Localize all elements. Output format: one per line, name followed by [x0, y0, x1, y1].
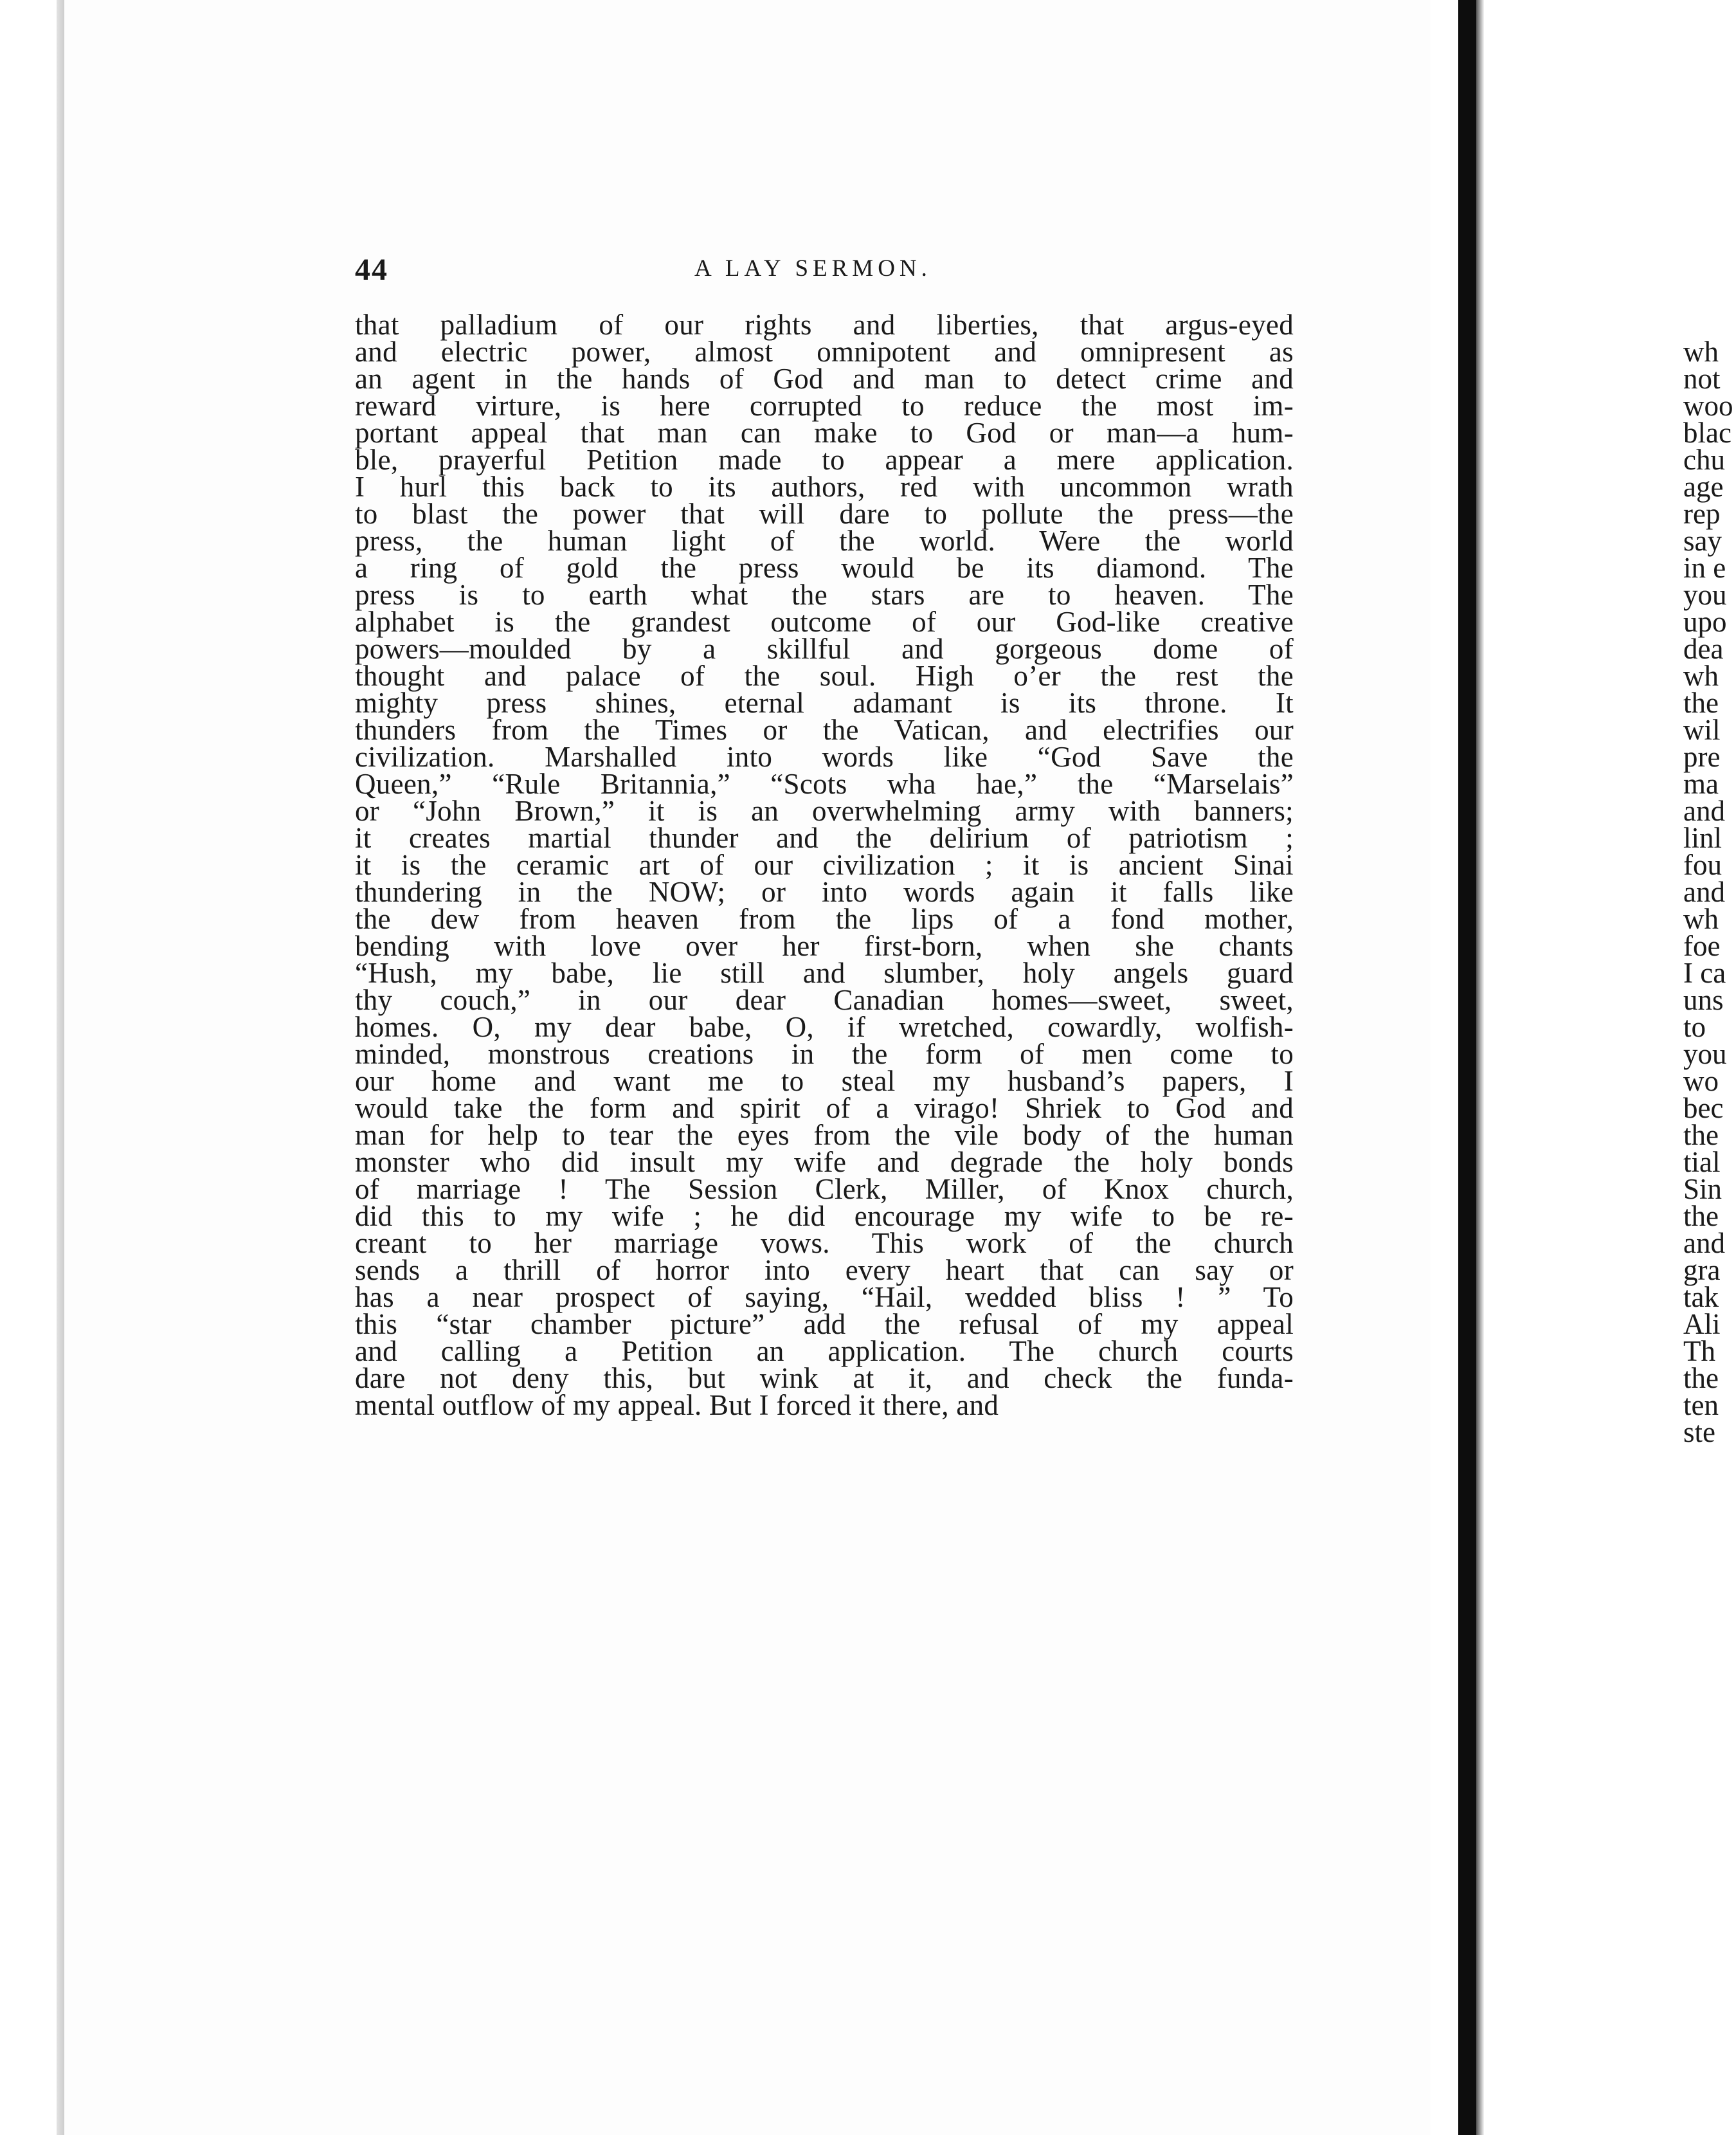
right-page-line-fragment: blac [1683, 417, 1731, 449]
right-page-line-fragment: tak [1683, 1281, 1719, 1313]
text-line: press, the human light of the world. Were the world [355, 525, 1294, 557]
right-page-line-fragment: ten [1683, 1389, 1719, 1421]
right-page-line-fragment: to [1683, 1011, 1706, 1043]
right-page-line-fragment: wh [1683, 903, 1719, 935]
text-line: this “star chamber picture” add the refusal of my appeal [355, 1308, 1294, 1340]
text-line: thought and palace of the soul. High o’er the rest the [355, 660, 1294, 692]
right-page-line-fragment: Th [1683, 1335, 1715, 1367]
text-line: it creates martial thunder and the delirium of patriotism ; [355, 822, 1294, 854]
text-line: did this to my wife ; he did encourage my wife to be re- [355, 1200, 1294, 1232]
text-line: would take the form and spirit of a virago! Shriek to God and [355, 1092, 1294, 1124]
right-page-line-fragment: rep [1683, 498, 1721, 530]
right-page-line-fragment: and [1683, 876, 1725, 908]
text-line: portant appeal that man can make to God or man—a hum- [355, 417, 1294, 449]
text-line: thunders from the Times or the Vatican, and electrifies our [355, 714, 1294, 746]
right-page-line-fragment: wh [1683, 338, 1719, 368]
right-page-line-fragment: and [1683, 1227, 1725, 1259]
right-page-line-fragment: Ali [1683, 1308, 1721, 1340]
text-line: minded, monstrous creations in the form of men come to [355, 1038, 1294, 1070]
right-page-line-fragment: fou [1683, 849, 1722, 881]
right-page-line-fragment: wil [1683, 714, 1721, 746]
text-line: alphabet is the grandest outcome of our God-like creative [355, 606, 1294, 638]
text-line: our home and want me to steal my husband’s papers, I [355, 1065, 1294, 1097]
text-line: an agent in the hands of God and man to detect crime and [355, 363, 1294, 395]
right-page-line-fragment: linl [1683, 822, 1722, 854]
right-page-line-fragment: age [1683, 471, 1724, 503]
right-page-line-fragment: you [1683, 579, 1727, 611]
right-page-line-fragment: in e [1683, 552, 1726, 584]
text-line: Queen,” “Rule Britannia,” “Scots wha hae,” the “Marselais” [355, 768, 1294, 800]
right-page-line-fragment: the [1683, 1362, 1719, 1394]
right-page-line-fragment: say [1683, 525, 1722, 557]
text-line: dare not deny this, but wink at it, and check the funda- [355, 1362, 1294, 1394]
text-line: thundering in the NOW; or into words again it falls like [355, 876, 1294, 908]
right-page-line-fragment: not [1683, 363, 1721, 395]
right-page-line-fragment: the [1683, 687, 1719, 719]
text-line: civilization. Marshalled into words like “God Save the [355, 741, 1294, 773]
text-line: mighty press shines, eternal adamant is its throne. It [355, 687, 1294, 719]
text-line: ble, prayerful Petition made to appear a mere application. [355, 444, 1294, 476]
text-line: mental outflow of my appeal. But I forced it there, and [355, 1389, 999, 1421]
right-page-line-fragment: dea [1683, 633, 1724, 665]
text-line: and electric power, almost omnipotent and omnipresent as [355, 336, 1294, 368]
right-page-line-fragment: tial [1683, 1146, 1721, 1178]
right-page-line-fragment: pre [1683, 741, 1721, 773]
text-line: sends a thrill of horror into every heart that can say or [355, 1254, 1294, 1286]
page-header [355, 252, 1294, 291]
right-page-line-fragment: ma [1683, 768, 1719, 800]
text-line: of marriage ! The Session Clerk, Miller, of Knox church, [355, 1173, 1294, 1205]
text-line: powers—moulded by a skillful and gorgeous dome of [355, 633, 1294, 665]
text-line: and calling a Petition an application. The church courts [355, 1335, 1294, 1367]
right-page-line-fragment: bec [1683, 1092, 1724, 1124]
running-title: A LAY SERMON. [694, 255, 932, 282]
right-page-line-fragment: chu [1683, 444, 1725, 476]
right-page-line-fragment: you [1683, 1038, 1727, 1070]
text-line: bending with love over her first-born, when she chants [355, 930, 1294, 962]
right-page-line-fragment: gra [1683, 1254, 1721, 1286]
right-page-line-fragment: upo [1683, 606, 1727, 638]
right-page-line-fragment: ste [1683, 1416, 1715, 1446]
right-page-line-fragment: Sin [1683, 1173, 1722, 1205]
right-page-line-fragment: foe [1683, 930, 1721, 962]
right-page-line-fragment: woo [1683, 390, 1733, 422]
text-line: press is to earth what the stars are to heaven. The [355, 579, 1294, 611]
right-page-line-fragment: I ca [1683, 957, 1726, 989]
text-line: that palladium of our rights and liberties, that argus-eyed [355, 309, 1294, 341]
right-page-line-fragment: uns [1683, 984, 1724, 1016]
right-page-line-fragment: wh [1683, 660, 1719, 692]
text-line: I hurl this back to its authors, red with uncommon wrath [355, 471, 1294, 503]
body-text [355, 311, 1294, 1419]
text-line: has a near prospect of saying, “Hail, wedded bliss ! ” To [355, 1281, 1294, 1313]
text-line: thy couch,” in our dear Canadian homes—sweet, sweet, [355, 984, 1294, 1016]
gutter-shadow [1476, 0, 1484, 2135]
text-line: monster who did insult my wife and degrade the holy bonds [355, 1146, 1294, 1178]
right-page-text-fragments [1683, 338, 1736, 1446]
text-line: reward virture, is here corrupted to reduce the most im- [355, 390, 1294, 422]
text-line: a ring of gold the press would be its diamond. The [355, 552, 1294, 584]
page-number: 44 [355, 253, 388, 287]
right-page-line-fragment: wo [1683, 1065, 1719, 1097]
text-line: to blast the power that will dare to pollute the press—the [355, 498, 1294, 530]
text-line: the dew from heaven from the lips of a fond mother, [355, 903, 1294, 935]
text-line: homes. O, my dear babe, O, if wretched, cowardly, wolfish- [355, 1011, 1294, 1043]
text-line: creant to her marriage vows. This work of the church [355, 1227, 1294, 1259]
right-page-line-fragment: and [1683, 795, 1725, 827]
text-line: or “John Brown,” it is an overwhelming army with banners; [355, 795, 1294, 827]
text-line: it is the ceramic art of our civilization ; it is ancient Sinai [355, 849, 1294, 881]
right-page-line-fragment: the [1683, 1200, 1719, 1232]
right-page-line-fragment: the [1683, 1119, 1719, 1151]
text-line: “Hush, my babe, lie still and slumber, holy angels guard [355, 957, 1294, 989]
text-line: man for help to tear the eyes from the vile body of the human [355, 1119, 1294, 1151]
